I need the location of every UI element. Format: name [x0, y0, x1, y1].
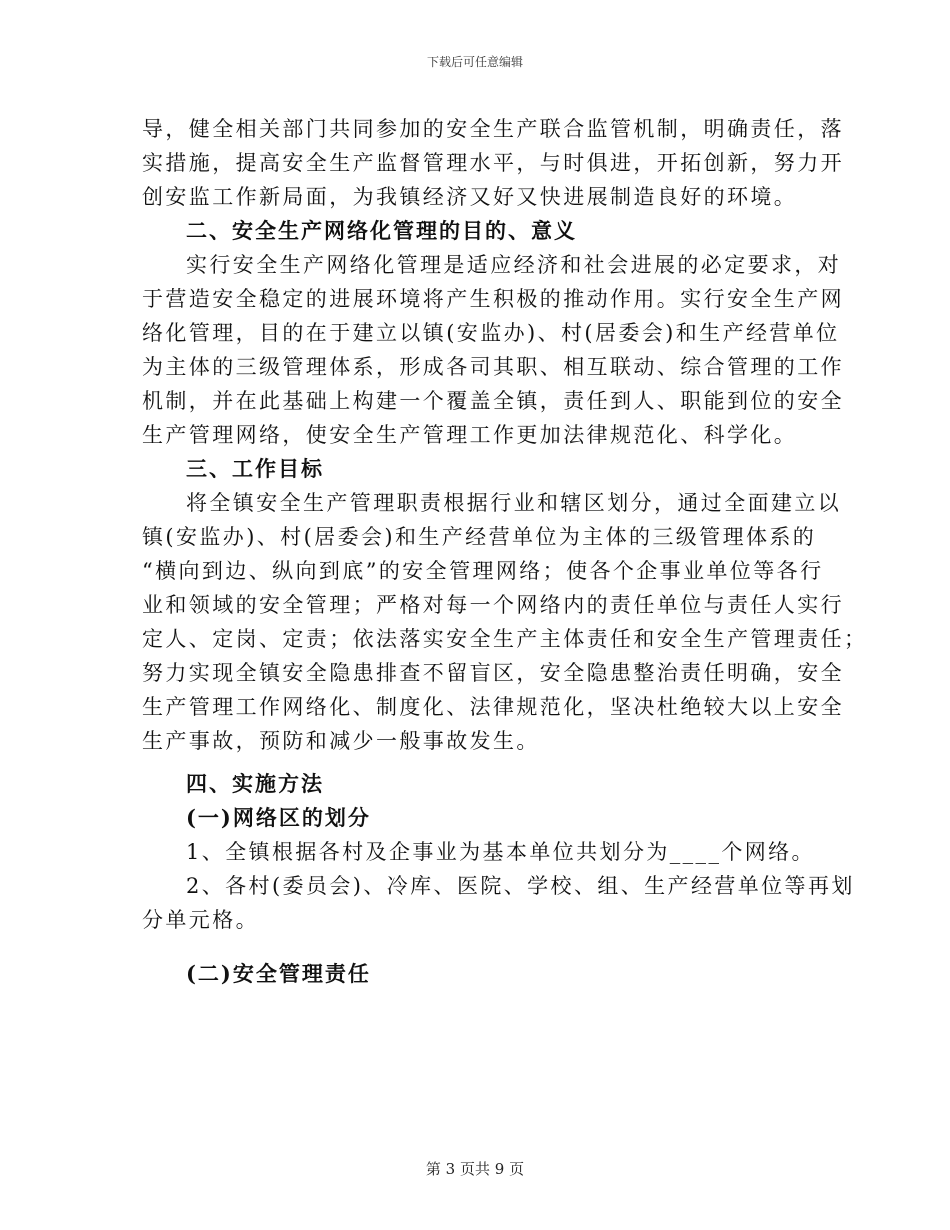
paragraph-line: 业和领域的安全管理；严格对每一个网络内的责任单位与责任人实行	[142, 593, 844, 617]
page-header: 下载后可任意编辑	[426, 55, 523, 69]
paragraph-line: 生产事故，预防和减少一般事故发生。	[142, 729, 540, 753]
paragraph-line: 为主体的三级管理体系，形成各司其职、相互联动、综合管理的工作	[142, 355, 844, 379]
paragraph-line: 于营造安全稳定的进展环境将产生积极的推动作用。实行安全生产网	[142, 287, 844, 311]
spacer	[142, 758, 810, 767]
paragraph-line: 生产管理网络，使安全生产管理工作更加法律规范化、科学化。	[142, 423, 798, 447]
document-body	[142, 112, 868, 991]
page-footer: 第 3 页共 9 页	[425, 1160, 525, 1178]
section-heading-2: 二、安全生产网络化管理的目的、意义	[186, 218, 577, 243]
list-item: 2、各村(委员会)、冷库、医院、学校、组、生产经营单位等再划	[186, 874, 855, 898]
paragraph-line: 将全镇安全生产管理职责根据行业和辖区划分，通过全面建立以	[186, 491, 842, 515]
paragraph-line: 生产管理工作网络化、制度化、法律规范化，坚决杜绝较大以上安全	[142, 695, 844, 719]
paragraph-line: 创安监工作新局面，为我镇经济又好又快进展制造良好的环境。	[142, 185, 798, 209]
list-item: 1、全镇根据各村及企事业为基本单位共划分为____个网络。	[186, 840, 815, 864]
paragraph-line: 导，健全相关部门共同参加的安全生产联合监管机制，明确责任，落	[142, 117, 844, 141]
section-heading-4: 四、实施方法	[186, 771, 324, 796]
paragraph-line: 实行安全生产网络化管理是适应经济和社会进展的必定要求，对	[186, 253, 842, 277]
paragraph-line: 络化管理，目的在于建立以镇(安监办)、村(居委会)和生产经营单位	[142, 321, 840, 345]
section-heading-3: 三、工作目标	[186, 456, 324, 481]
paragraph-line: 努力实现全镇安全隐患排查不留盲区，安全隐患整治责任明确，安全	[142, 661, 844, 685]
paragraph-line: 镇(安监办)、村(居委会)和生产经营单位为主体的三级管理体系的	[142, 525, 817, 549]
subsection-heading-2: (二)安全管理责任	[186, 961, 371, 986]
paragraph-line: 实措施，提高安全生产监督管理水平，与时俱进，开拓创新，努力开	[142, 151, 844, 175]
paragraph-line: 机制，并在此基础上构建一个覆盖全镇，责任到人、职能到位的安全	[142, 389, 844, 413]
spacer	[142, 937, 810, 957]
subsection-heading-1: (一)网络区的划分	[186, 805, 371, 830]
paragraph-line: “横向到边、纵向到底”的安全管理网络；使各个企事业单位等各行	[142, 559, 824, 583]
paragraph-line: 定人、定岗、定责；依法落实安全生产主体责任和安全生产管理责任；	[142, 627, 868, 651]
list-item-continuation: 分单元格。	[142, 908, 259, 932]
